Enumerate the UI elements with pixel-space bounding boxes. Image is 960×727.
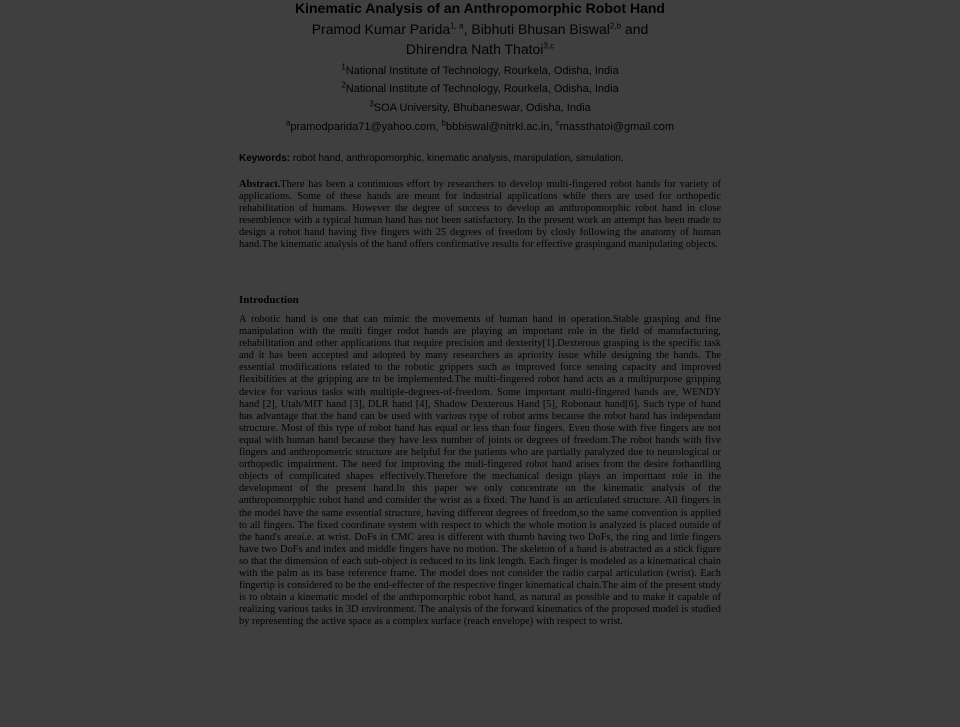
author-1-name: Pramod Kumar Parida: [311, 21, 451, 37]
affiliation-3-text: SOA University, Bhubaneswar, Odisha, India: [373, 102, 591, 114]
author-3-sup: 3,c: [543, 41, 555, 51]
affiliation-2-text: National Institute of Technology, Rourkela, Odisha, India: [345, 83, 619, 95]
author-separator: ,: [463, 21, 472, 37]
author-2-sup: 2,b: [609, 21, 622, 31]
affiliation-3: [0, 99, 960, 115]
author-line-2: [0, 40, 960, 58]
keywords: [239, 152, 721, 165]
affiliation-2: [0, 80, 960, 96]
affiliation-1-sup: 1: [341, 62, 346, 72]
email-b[interactable]: bbbiswal@nitrkl.ac.in,: [446, 121, 556, 133]
author-1-sup: 1, a: [450, 21, 464, 31]
email-b-sup: b: [441, 118, 446, 128]
author-line-1: [0, 20, 960, 38]
affiliation-1-text: National Institute of Technology, Rourkela, Odisha, India: [345, 65, 619, 77]
keywords-text: robot hand, anthropomorphic, kinematic analysis, manipulation, simulation.: [290, 153, 624, 164]
keywords-label: Keywords:: [239, 153, 291, 164]
affiliation-3-sup: 3: [369, 99, 374, 109]
email-line: [0, 118, 960, 134]
abstract: [239, 179, 721, 252]
email-c[interactable]: massthatoi@gmail.com: [559, 121, 675, 133]
author-and: and: [621, 21, 649, 37]
paper-title: Kinematic Analysis of an Anthropomorphic Robot Hand: [295, 0, 665, 16]
introduction-body: A robotic hand is one that can mimic the movements of human hand in operation.Stable grasping and fine manipulation with the multi finger rodot hands are playing an important role in the field of manufacturing, rehabilitation and other applications that require precision and dexterity[1].Dexterous grasping is the specific task and it has been accepted and adopted by many researchers as apriority issue while designing the hands. The essential modifications related to the robotic grippers such as improved force sensing capacity and improved flexibilities at the gripping are to be implemented.The multi-fingered robot hand acts as a multipurpose gripping device for various tasks with multiple-degrees-of-freedom. Some important multi-fingered hands are, WENDY hand [2], Utah/MIT hand [3], DLR hand [4], Shadow Dexterous Hand [5], Robonaut hand[6]. Such type of hand has advantage that the hand can be used with various type of robot arms because the robot hand has independant structure. Most of this type of robot hand has equal or less than four fingers. Even those with five fingers are not equal with human hand because they have less number of joints or degrees of freedom.The robot hands with five fingers and anthropometric structure are helpful for the patients who are partially paralyzed due to neurological or orthopedic impairment. The need for improving the muli-fingered robot hand arises from the desire forhandling objects of complicated shapes effectively.Therefore the mechanical design plays an importtant role in the development of the present hand.In this paper we only concentrate on the kinematic analysis of the anthropomorpphic robot hand and consider the wrist as a fixed. The hand is an articulated structure. All fingers in the model have the same essential structure, having different degrees of freedom,so the same convention is applied to all fingers. The fixed coordinate system with respect to which the whole motion is analyzed is placed outside of the hand's areai.e. at wrist. DoFs in CMC area is different with thumb having two DoFs, the ring and little fingers have two DoFs and index and middle fingers have no motion. The skeleton of a hand is abstracted as a stick figure so that the dimension of each sub-object is reduced to its link length. Each finger is modeled as a kinematical chain with the palm as its base reference frame. The model does not consider the radio carpal articulation (wrist). Each fingertip is considered to be the end-effecter of the respective finger kinematical chain.The aim of the present study is to obtain a kinematic model of the anthrpomorphic robot hand, as natural as possible and to make it capable of realizing various tasks in 3D environment. The analysis of the forward kinematics of the proposed model is studied by representing the active space as a complex surface (reach envelope) with respect to wrist.: [239, 314, 721, 628]
author-2-name: Bibhuti Bhusan Biswal: [471, 21, 610, 37]
affiliation-2-sup: 2: [341, 80, 346, 90]
abstract-text: There has been a continuous effort by researchers to develop multi-fingered robot hands for variety of applications. Some of these hands are meant for industrial applications while thers are used for orthopedic rehabilitation of humans. However the degree of success to develop an anthropomorphic robot hand in close resemblence with a typical human hand has not been satisfactory. In the present work an attempt has been made to design a robot hand having five fingers with 25 degrees of freedom by closly following the anatomy of human hand.The kinematic analysis of the hand offers confirmative results for effective graspingand manipulating objects.: [239, 179, 721, 251]
email-a[interactable]: pramodparida71@yahoo.com,: [290, 121, 442, 133]
affiliation-1: [0, 62, 960, 78]
abstract-label: Abstract.: [239, 179, 281, 190]
email-a-sup: a: [285, 118, 291, 128]
author-3-name: Dhirendra Nath Thatoi: [405, 41, 544, 57]
introduction-heading: Introduction: [239, 294, 299, 306]
email-c-sup: c: [555, 118, 560, 128]
